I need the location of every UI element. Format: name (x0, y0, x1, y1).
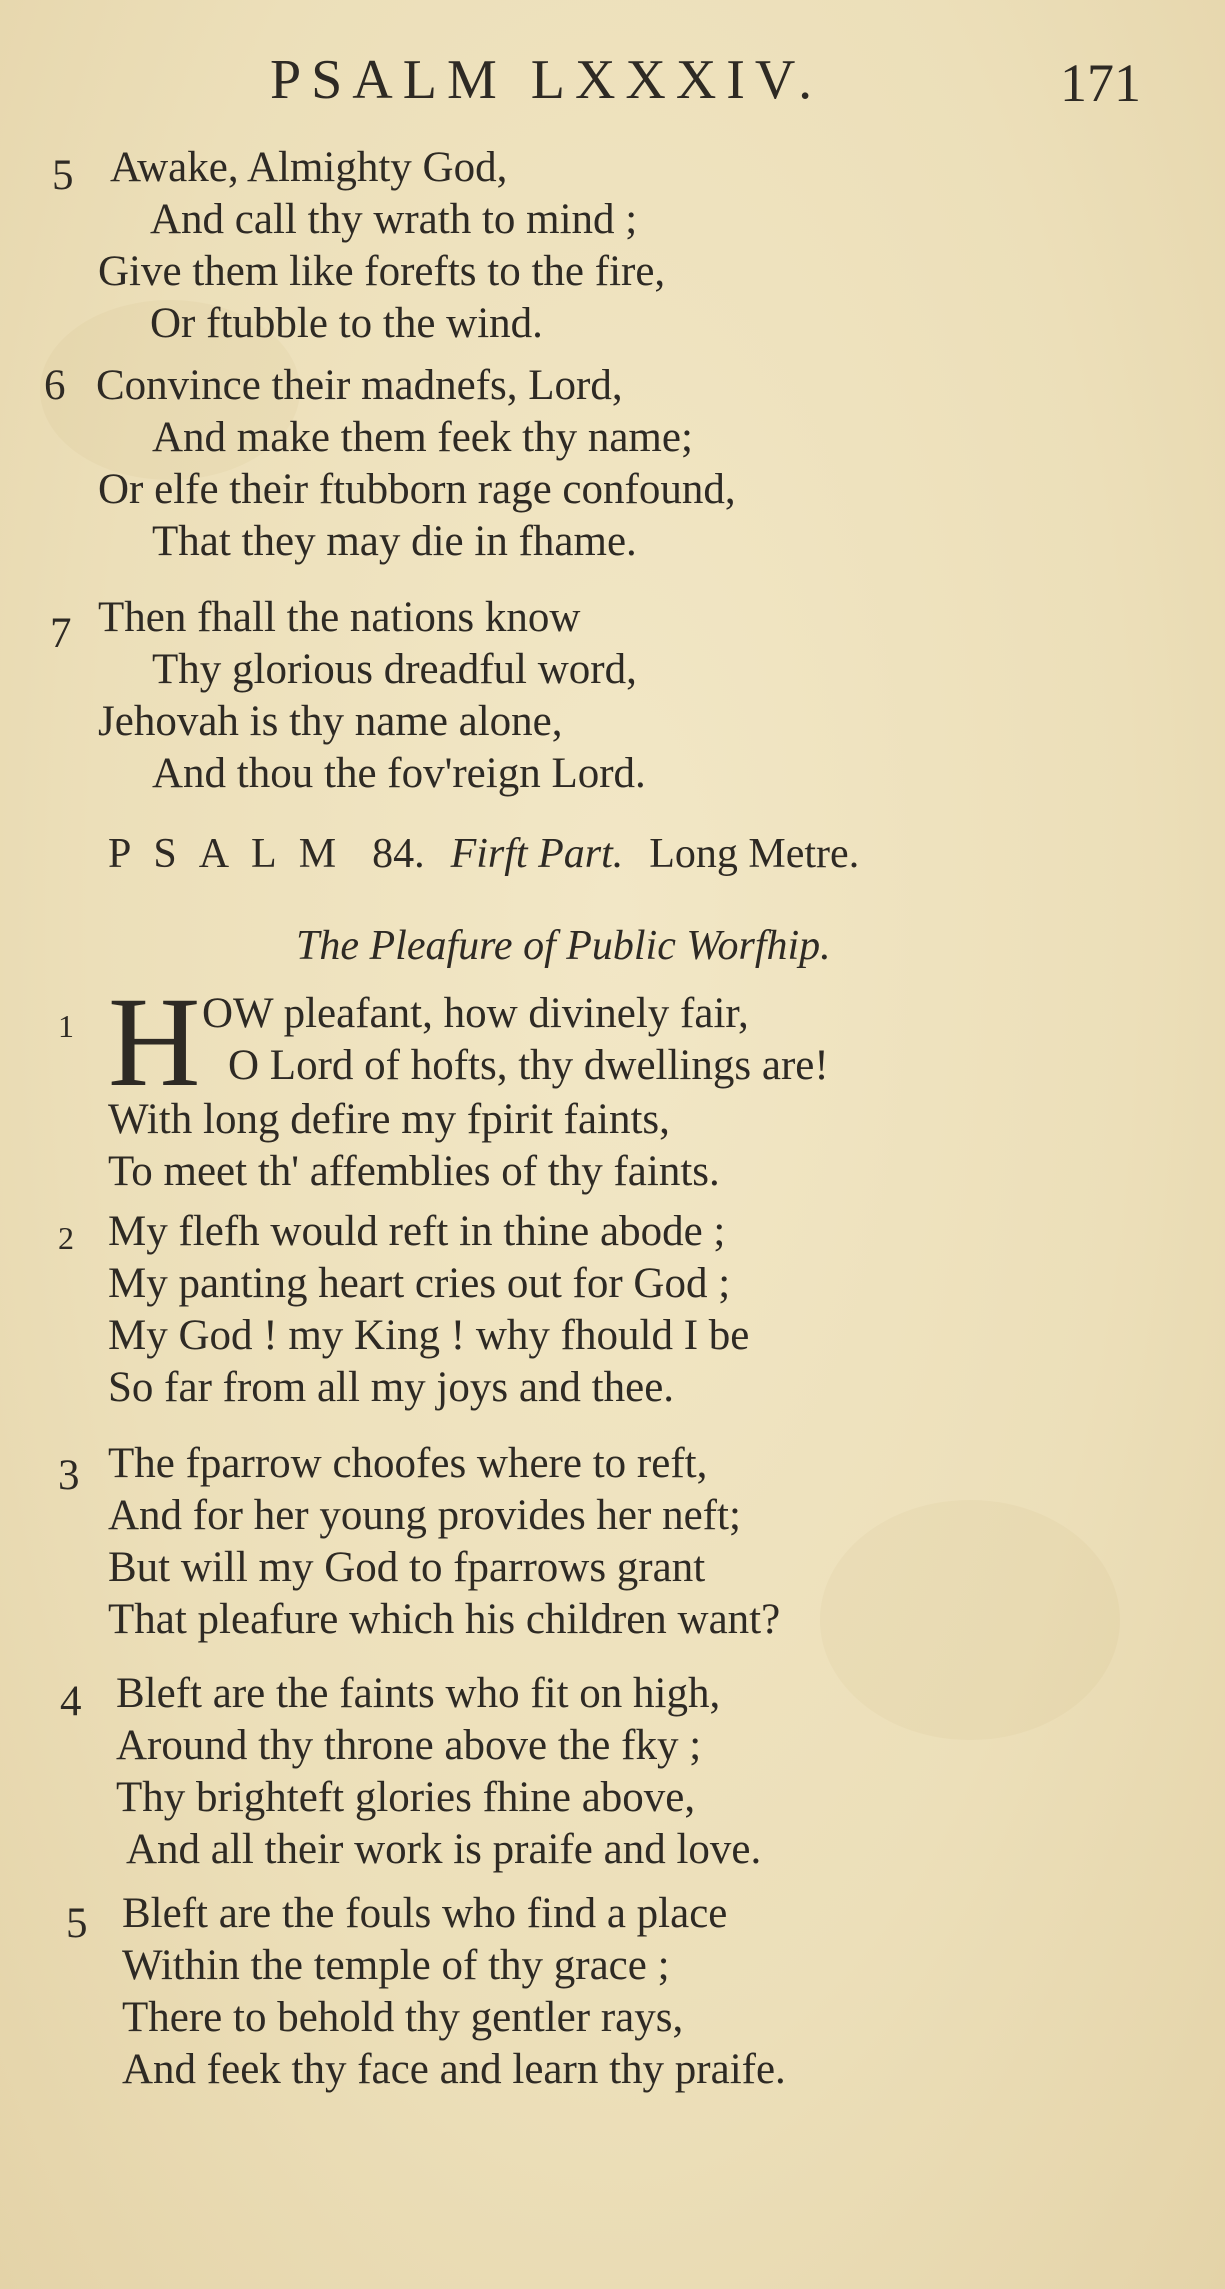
verse-line: O Lord of hofts, thy dwellings are! (228, 1042, 829, 1089)
verse-number: 7 (50, 610, 72, 657)
verse-line: My God ! my King ! why fhould I be (108, 1312, 750, 1359)
verse-line: Awake, Almighty God, (110, 144, 508, 191)
verse-line: Or elfe their ftubborn rage confound, (98, 466, 736, 513)
psalm-heading-part: Firft Part. (450, 831, 624, 877)
verse-line: Convince their madnefs, Lord, (96, 362, 623, 409)
verse-line: That they may die in fhame. (152, 518, 637, 565)
verse-number: 3 (58, 1452, 80, 1499)
verse-line: Bleft are the fouls who find a place (122, 1890, 728, 1937)
verse-line: My panting heart cries out for God ; (108, 1260, 731, 1307)
verse-line: So far from all my joys and thee. (108, 1364, 675, 1411)
verse-line: Around thy throne above the fky ; (116, 1722, 702, 1769)
verse-line: Bleft are the faints who fit on high, (116, 1670, 721, 1717)
verse-line: OW pleafant, how divinely fair, (202, 990, 749, 1037)
drop-cap-letter: H (108, 971, 201, 1113)
page-number: 171 (1060, 53, 1141, 113)
verse-line: Thy glorious dreadful word, (152, 646, 637, 693)
verse-line: Give them like forefts to the fire, (98, 248, 666, 295)
verse-line: Thy brighteft glories fhine above, (116, 1774, 696, 1821)
verse-line: My flefh would reft in thine abode ; (108, 1208, 726, 1255)
psalm-heading-metre: Long Metre. (649, 831, 860, 877)
verse-line: There to behold thy gentler rays, (122, 1994, 684, 2041)
verse-number: 6 (44, 362, 66, 409)
psalm-subtitle: The Pleafure of Public Worfhip. (296, 923, 831, 969)
verse-number: 4 (60, 1678, 82, 1725)
verse-line: The fparrow choofes where to reft, (108, 1440, 708, 1487)
verse-line: And call thy wrath to mind ; (150, 196, 638, 243)
verse-line: Within the temple of thy grace ; (122, 1942, 670, 1989)
verse-line: But will my God to fparrows grant (108, 1544, 706, 1591)
verse-number: 5 (52, 152, 74, 199)
verse-line: That pleafure which his children want? (108, 1596, 781, 1643)
verse-number: 2 (58, 1220, 74, 1256)
verse-line: Then fhall the nations know (98, 594, 581, 641)
verse-line: To meet th' affemblies of thy faints. (108, 1148, 720, 1195)
verse-number: 1 (58, 1008, 74, 1044)
verse-line: And thou the fov'reign Lord. (152, 750, 646, 797)
verse-line: Or ftubble to the wind. (150, 300, 543, 347)
verse-line: With long defire my fpirit faints, (108, 1096, 670, 1143)
psalm-heading-word: PSALM (108, 831, 359, 877)
verse-line: And all their work is praife and love. (126, 1826, 762, 1873)
paper-stain (820, 1500, 1120, 1740)
psalm-heading (108, 826, 859, 882)
running-header-title: PSALM LXXXIV. (270, 49, 823, 111)
verse-line: Jehovah is thy name alone, (98, 698, 563, 745)
psalm-heading-number: 84. (372, 831, 425, 877)
verse-line: And make them feek thy name; (152, 414, 693, 461)
verse-number: 5 (66, 1900, 88, 1947)
verse-line: And for her young provides her neft; (108, 1492, 741, 1539)
verse-line: And feek thy face and learn thy praife. (122, 2046, 786, 2093)
